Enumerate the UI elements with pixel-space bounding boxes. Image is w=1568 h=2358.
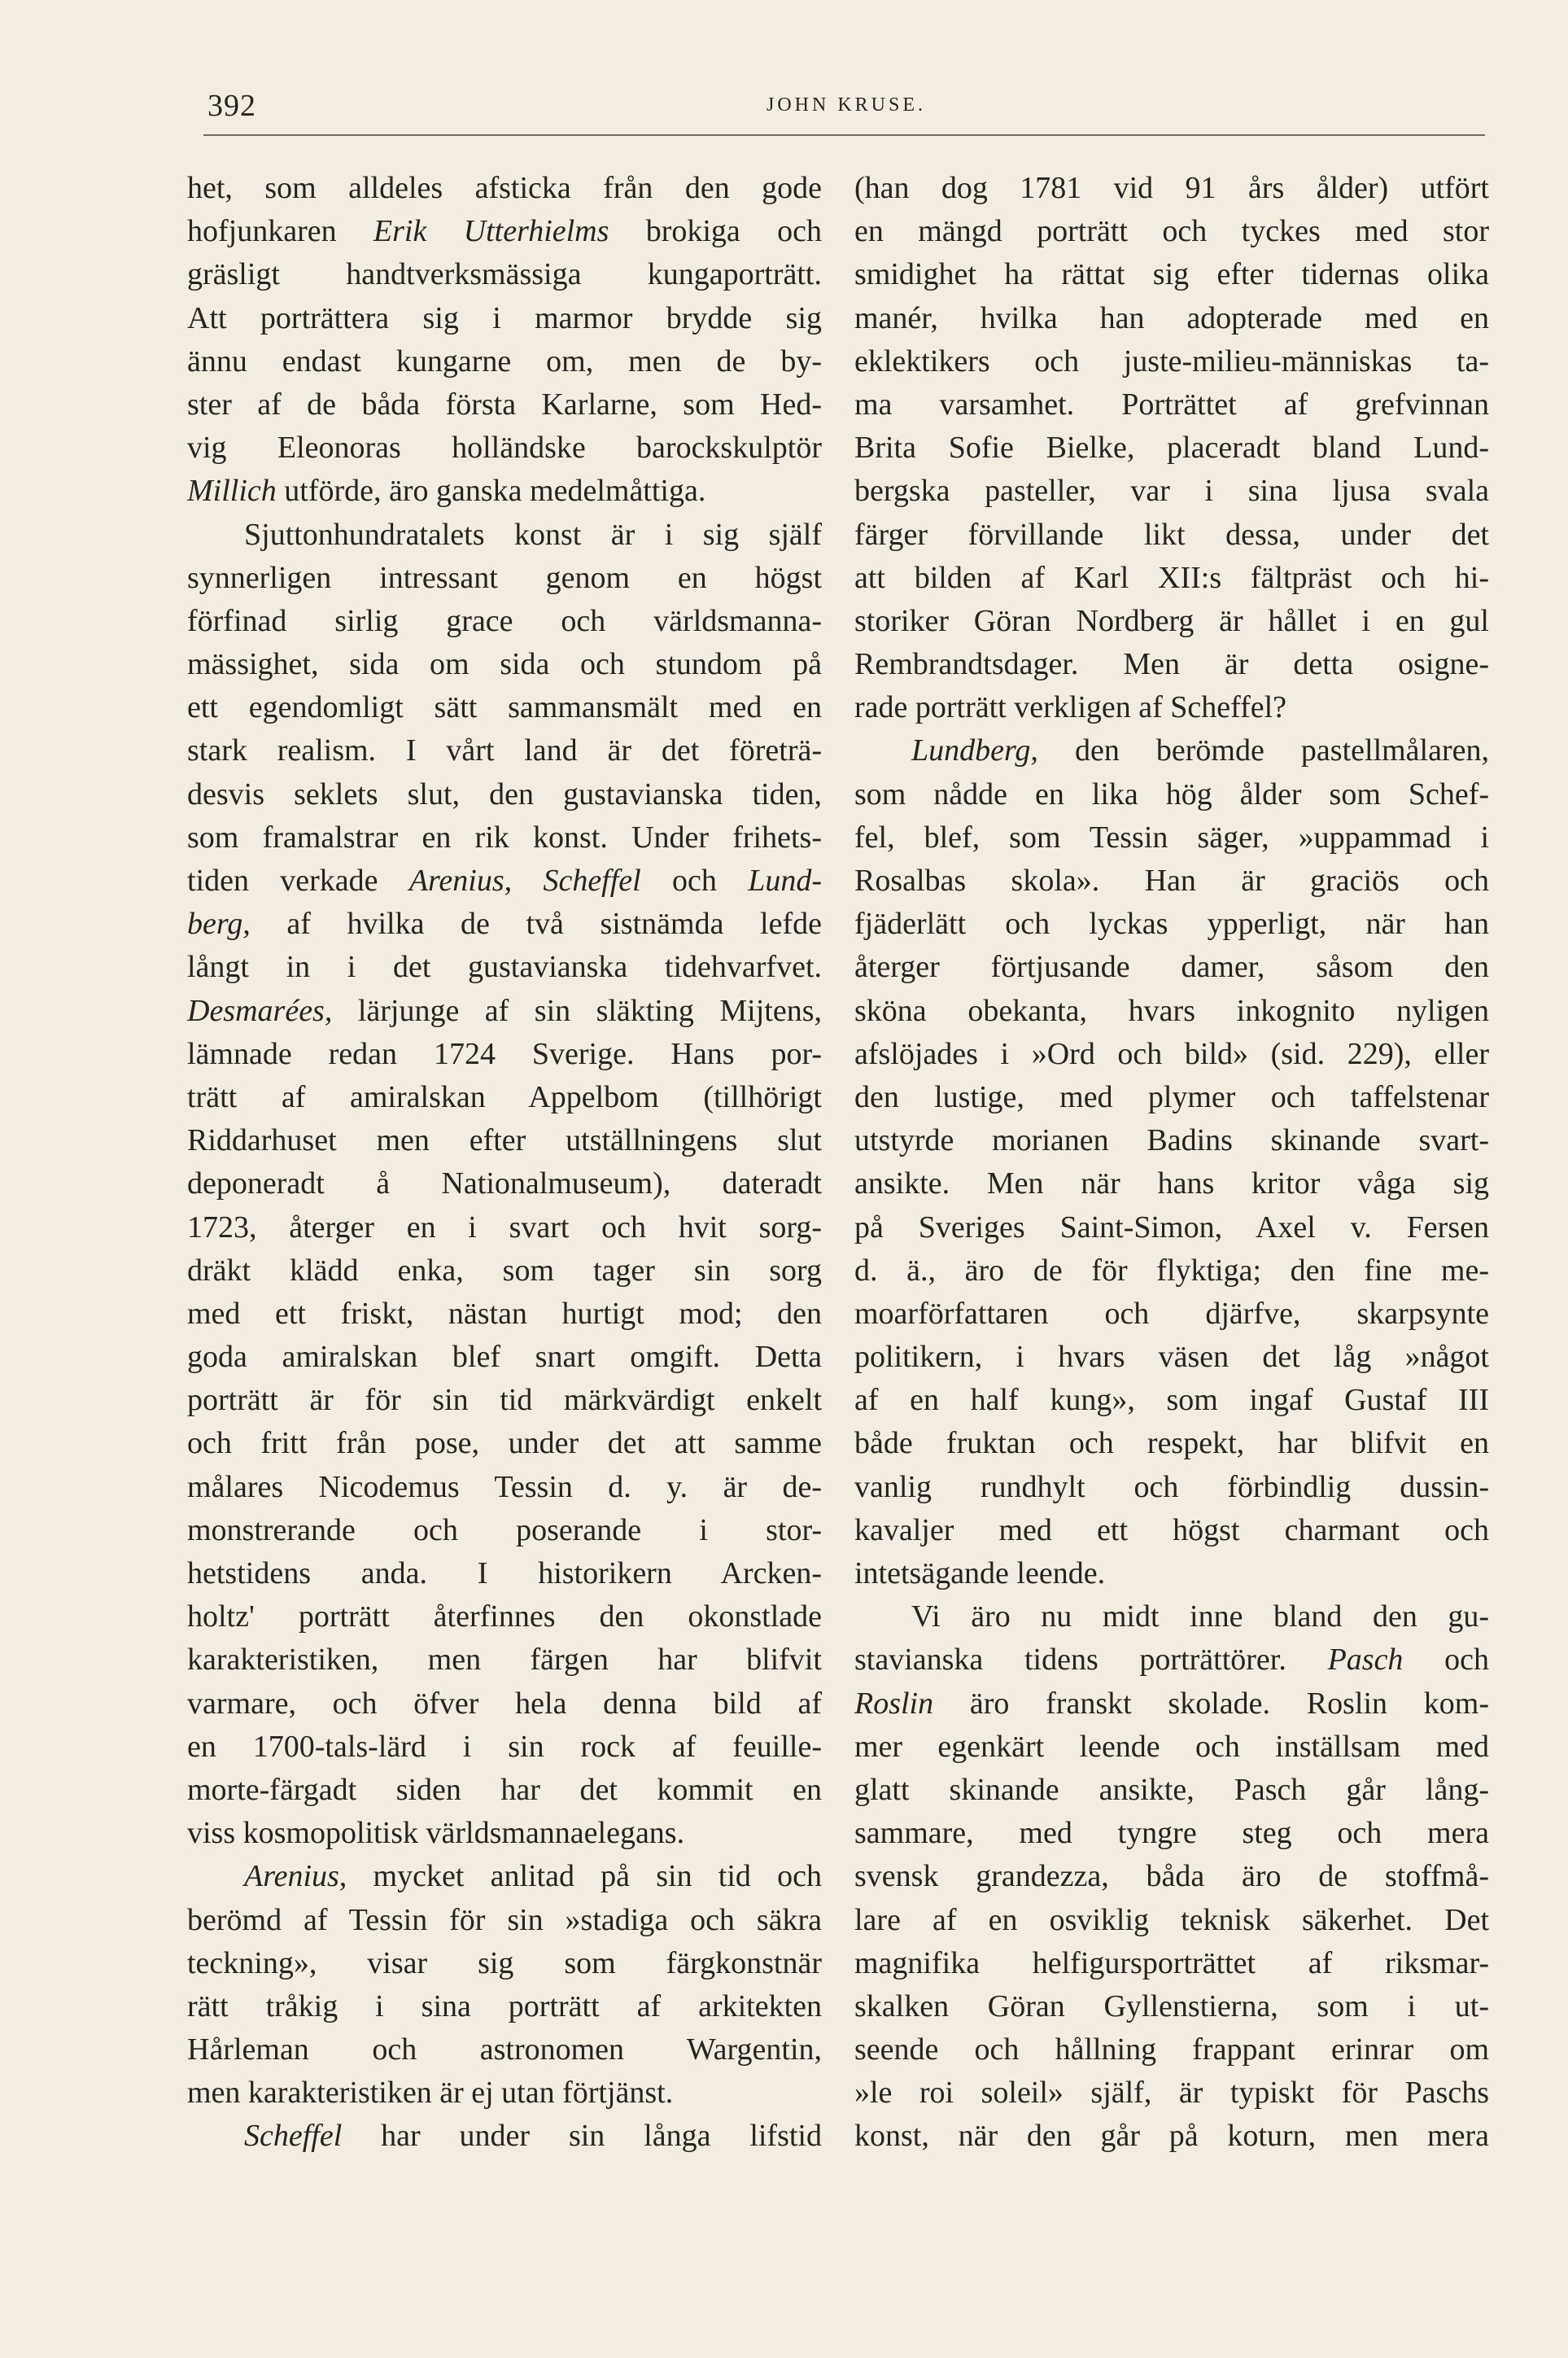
page-header	[207, 88, 1485, 137]
text-run: varmare, och öfver hela denna bild af	[187, 1686, 822, 1721]
text-line	[187, 2071, 822, 2115]
text-run: 1723, återger en i svart och hvit sorg-	[187, 1210, 822, 1245]
text-line	[854, 1162, 1489, 1205]
text-run: dräkt klädd enka, som tager sin sorg	[187, 1253, 822, 1288]
text-run: trätt af amiralskan Appelbom (tillhörigt	[187, 1079, 822, 1114]
text-line	[187, 1769, 822, 1812]
text-line	[187, 1336, 822, 1379]
text-line	[187, 1293, 822, 1336]
text-line	[854, 1119, 1489, 1162]
text-run: rätt tråkig i sina porträtt af arkitekten	[187, 1988, 822, 2023]
text-line	[854, 1812, 1489, 1855]
text-line	[854, 1942, 1489, 1985]
text-line	[854, 816, 1489, 860]
text-line	[854, 773, 1489, 816]
text-line	[187, 1812, 822, 1855]
text-run: mycket anlitad på sin tid och	[347, 1859, 822, 1894]
italic-name: Millich	[187, 474, 277, 509]
text-run: seende och hållning frappant erinrar om	[854, 2032, 1489, 2067]
text-line	[854, 2115, 1489, 2158]
text-run: den berömde pastellmålaren,	[1037, 733, 1489, 768]
text-run: Att porträttera sig i marmor brydde sig	[187, 300, 822, 335]
italic-name: Erik Utterhielms	[373, 214, 609, 249]
text-run: mässighet, sida om sida och stundom på	[187, 647, 822, 682]
text-run: smidighet ha rättat sig efter tidernas olika	[854, 257, 1489, 292]
text-run: manér, hvilka han adopterade med en	[854, 300, 1489, 335]
text-line	[187, 816, 822, 860]
text-line	[187, 686, 822, 729]
italic-name: Pasch	[1327, 1643, 1404, 1678]
text-run: eklektikers och juste-milieu-människas ta-	[854, 343, 1489, 378]
text-line	[187, 1119, 822, 1162]
text-run: på Sveriges Saint-Simon, Axel v. Fersen	[854, 1210, 1489, 1245]
text-line	[854, 1293, 1489, 1336]
text-run: en 1700-tals-lärd i sin rock af feuille-	[187, 1729, 822, 1764]
text-line	[187, 1855, 822, 1898]
text-line	[187, 1899, 822, 1942]
text-line	[187, 1422, 822, 1465]
text-run: magnifika helfigursporträttet af riksmar-	[854, 1945, 1489, 1980]
text-line	[187, 990, 822, 1033]
italic-name: Arenius,	[244, 1859, 347, 1894]
text-run: af hvilka de två sistnämda lefde	[250, 907, 822, 942]
text-line	[854, 1638, 1489, 1682]
text-run: har under sin långa lifstid	[342, 2119, 822, 2154]
text-run: berömd af Tessin för sin »stadiga och säkra	[187, 1902, 822, 1937]
text-run: Sjuttonhundratalets konst är i sig själf	[244, 517, 822, 552]
text-run: Riddarhuset men efter utställningens slut	[187, 1123, 822, 1158]
text-run: afslöjades i »Ord och bild» (sid. 229), eller	[854, 1036, 1489, 1071]
text-run: intetsägande leende.	[854, 1556, 1106, 1590]
text-run: bergska pasteller, var i sina ljusa svala	[854, 474, 1489, 509]
text-line	[854, 253, 1489, 296]
text-run: konst, när den går på koturn, men mera	[854, 2119, 1489, 2154]
text-line	[187, 1033, 822, 1076]
text-run: och fritt från pose, under det att samme	[187, 1426, 822, 1461]
text-line	[854, 470, 1489, 513]
text-run: moarförfattaren och djärfve, skarpsynte	[854, 1296, 1489, 1331]
text-run: rade porträtt verkligen af Scheffel?	[854, 690, 1287, 725]
text-run: fjäderlätt och lyckas ypperligt, när han	[854, 907, 1489, 942]
text-line	[187, 1942, 822, 1985]
text-line	[187, 1162, 822, 1205]
text-run: sköna obekanta, hvars inkognito nyligen	[854, 993, 1489, 1028]
header-rule	[203, 134, 1485, 136]
text-line	[187, 1638, 822, 1682]
text-line	[854, 643, 1489, 686]
text-line	[187, 427, 822, 470]
text-line	[854, 1466, 1489, 1509]
text-run: ansikte. Men när hans kritor våga sig	[854, 1166, 1489, 1201]
right-column	[854, 167, 1489, 2159]
text-run: »le roi soleil» själf, är typiskt för Paschs	[854, 2076, 1489, 2111]
text-run: deponeradt å Nationalmuseum), dateradt	[187, 1166, 822, 1201]
text-line	[854, 1595, 1489, 1638]
text-line	[854, 383, 1489, 427]
text-run: tiden verkade	[187, 864, 409, 898]
text-run: kavaljer med ett högst charmant och	[854, 1512, 1489, 1547]
left-column	[187, 167, 822, 2159]
text-run: målares Nicodemus Tessin d. y. är de-	[187, 1469, 822, 1504]
text-run: lärjunge af sin släkting Mijtens,	[332, 993, 822, 1028]
text-line	[854, 600, 1489, 643]
text-line	[854, 557, 1489, 600]
text-line	[187, 1509, 822, 1552]
text-run: monstrerande och poserande i stor-	[187, 1512, 822, 1547]
italic-name: Scheffel	[244, 2119, 343, 2154]
text-run: d. ä., äro de för flyktiga; den fine me-	[854, 1253, 1489, 1288]
text-run: lare af en osviklig teknisk säkerhet. Det	[854, 1902, 1489, 1937]
text-run: lämnade redan 1724 Sverige. Hans por-	[187, 1036, 822, 1071]
text-line	[187, 383, 822, 427]
text-run: goda amiralskan blef snart omgift. Detta	[187, 1340, 822, 1375]
text-line	[187, 514, 822, 557]
text-run: Hårleman och astronomen Wargentin,	[187, 2032, 822, 2067]
text-line	[854, 1249, 1489, 1293]
text-line	[854, 1033, 1489, 1076]
text-run: karakteristiken, men färgen har blifvit	[187, 1643, 822, 1678]
text-run: förfinad sirlig grace och världsmanna-	[187, 603, 822, 638]
text-line	[854, 297, 1489, 340]
running-head: JOHN KRUSE.	[766, 94, 926, 116]
text-line	[187, 210, 822, 253]
text-line	[854, 1726, 1489, 1769]
text-line	[854, 1855, 1489, 1898]
text-line	[854, 1682, 1489, 1726]
text-run: med ett friskt, nästan hurtigt mod; den	[187, 1296, 822, 1331]
text-run: glatt skinande ansikte, Pasch går lång-	[854, 1772, 1489, 1807]
text-line	[187, 903, 822, 946]
italic-name: Lund-	[748, 864, 823, 898]
text-line	[854, 514, 1489, 557]
text-run: viss kosmopolitisk världsmannaelegans.	[187, 1816, 685, 1851]
text-line	[187, 297, 822, 340]
text-run: vig Eleonoras holländske barockskulptör	[187, 431, 822, 466]
text-run: brokiga och	[609, 214, 822, 249]
text-run: att bilden af Karl XII:s fältpräst och hi-	[854, 560, 1489, 595]
italic-name: Roslin	[854, 1686, 934, 1721]
text-run: Rosalbas skola». Han är graciös och	[854, 864, 1489, 898]
text-run: politikern, i hvars väsen det låg »något	[854, 1340, 1489, 1375]
text-line	[187, 1726, 822, 1769]
text-line	[854, 1206, 1489, 1249]
text-line	[854, 427, 1489, 470]
italic-name: Arenius, Scheffel	[408, 864, 641, 898]
text-line	[854, 990, 1489, 1033]
text-run: storiker Göran Nordberg är hållet i en gul	[854, 603, 1489, 638]
text-run: Rembrandtsdager. Men är detta osigne-	[854, 647, 1489, 682]
text-line	[187, 1076, 822, 1119]
text-run: skalken Göran Gyllenstierna, som i ut-	[854, 1988, 1489, 2023]
text-run: äro franskt skolade. Roslin kom-	[933, 1686, 1489, 1721]
text-run: het, som alldeles afsticka från den gode	[187, 171, 822, 205]
text-line	[854, 1076, 1489, 1119]
text-run: holtz' porträtt återfinnes den okonstlade	[187, 1599, 822, 1634]
text-line	[854, 729, 1489, 772]
text-line	[854, 1985, 1489, 2028]
text-line	[187, 946, 822, 989]
text-line	[854, 1509, 1489, 1552]
text-line	[187, 340, 822, 383]
text-line	[187, 1985, 822, 2028]
text-run: ett egendomligt sätt sammansmält med en	[187, 690, 822, 725]
text-line	[187, 470, 822, 513]
text-line	[187, 167, 822, 210]
text-line	[187, 1466, 822, 1509]
text-line	[187, 600, 822, 643]
text-line	[187, 253, 822, 296]
text-line	[854, 1899, 1489, 1942]
text-line	[854, 860, 1489, 903]
text-line	[187, 1682, 822, 1726]
text-line	[854, 1422, 1489, 1465]
text-line	[187, 1552, 822, 1595]
text-line	[187, 2028, 822, 2071]
text-run: färger förvillande likt dessa, under det	[854, 517, 1489, 552]
text-run: utstyrde morianen Badins skinande svart-	[854, 1123, 1489, 1158]
text-run: och	[640, 864, 749, 898]
text-run: desvis seklets slut, den gustavianska tiden,	[187, 777, 822, 812]
text-run: som framalstrar en rik konst. Under frihets-	[187, 820, 822, 855]
text-run: hofjunkaren	[187, 214, 373, 249]
text-run: som nådde en lika hög ålder som Schef-	[854, 777, 1489, 812]
text-line	[854, 903, 1489, 946]
text-line	[854, 2071, 1489, 2115]
text-run: sammare, med tyngre steg och mera	[854, 1816, 1489, 1851]
text-line	[854, 946, 1489, 989]
text-run: den lustige, med plymer och taffelstenar	[854, 1079, 1489, 1114]
text-run: långt in i det gustavianska tidehvarfvet.	[187, 950, 822, 985]
text-line	[187, 860, 822, 903]
text-line	[187, 557, 822, 600]
italic-name: Lundberg,	[911, 733, 1038, 768]
text-run: Brita Sofie Bielke, placeradt bland Lund-	[854, 431, 1489, 466]
text-run: stavianska tidens porträttörer.	[854, 1643, 1328, 1678]
text-run: vanlig rundhylt och förbindlig dussin-	[854, 1469, 1489, 1504]
text-line	[187, 1595, 822, 1638]
text-run: ma varsamhet. Porträttet af grefvinnan	[854, 387, 1489, 422]
text-run: af en half kung», som ingaf Gustaf III	[854, 1383, 1489, 1418]
italic-name: berg,	[187, 907, 251, 942]
text-run: hetstidens anda. I historikern Arcken-	[187, 1556, 822, 1590]
text-line	[187, 729, 822, 772]
text-line	[854, 340, 1489, 383]
text-run: fel, blef, som Tessin säger, »uppammad i	[854, 820, 1489, 855]
text-line	[854, 1379, 1489, 1422]
text-run: gräsligt handtverksmässiga kungaporträtt.	[187, 257, 822, 292]
text-run: teckning», visar sig som färgkonstnär	[187, 1945, 822, 1980]
text-line	[854, 167, 1489, 210]
text-run: och	[1403, 1643, 1489, 1678]
text-run: porträtt är för sin tid märkvärdigt enkelt	[187, 1383, 822, 1418]
text-run: (han dog 1781 vid 91 års ålder) utfört	[854, 171, 1489, 205]
text-run: svensk grandezza, båda äro de stoffmå-	[854, 1859, 1489, 1894]
text-run: mer egenkärt leende och inställsam med	[854, 1729, 1489, 1764]
text-line	[187, 1206, 822, 1249]
text-run: morte-färgadt siden har det kommit en	[187, 1772, 822, 1807]
text-line	[854, 686, 1489, 729]
text-line	[854, 2028, 1489, 2071]
text-line	[187, 1379, 822, 1422]
text-run: Vi äro nu midt inne bland den gu-	[911, 1599, 1489, 1634]
italic-name: Desmarées,	[187, 993, 333, 1028]
text-line	[187, 643, 822, 686]
text-run: återger förtjusande damer, såsom den	[854, 950, 1489, 985]
text-line	[854, 210, 1489, 253]
text-run: utförde, äro ganska medelmåttiga.	[276, 474, 706, 509]
text-run: både fruktan och respekt, har blifvit en	[854, 1426, 1489, 1461]
page-number: 392	[207, 89, 256, 123]
text-run: stark realism. I vårt land är det företrä-	[187, 733, 822, 768]
text-run: men karakteristiken är ej utan förtjänst.	[187, 2076, 674, 2111]
text-line	[854, 1552, 1489, 1595]
text-run: en mängd porträtt och tyckes med stor	[854, 214, 1489, 249]
text-run: ster af de båda första Karlarne, som Hed-	[187, 387, 822, 422]
text-line	[854, 1769, 1489, 1812]
text-run: ännu endast kungarne om, men de by-	[187, 343, 822, 378]
text-line	[187, 773, 822, 816]
text-line	[187, 1249, 822, 1293]
text-line	[854, 1336, 1489, 1379]
text-line	[187, 2115, 822, 2158]
text-run: synnerligen intressant genom en högst	[187, 560, 822, 595]
